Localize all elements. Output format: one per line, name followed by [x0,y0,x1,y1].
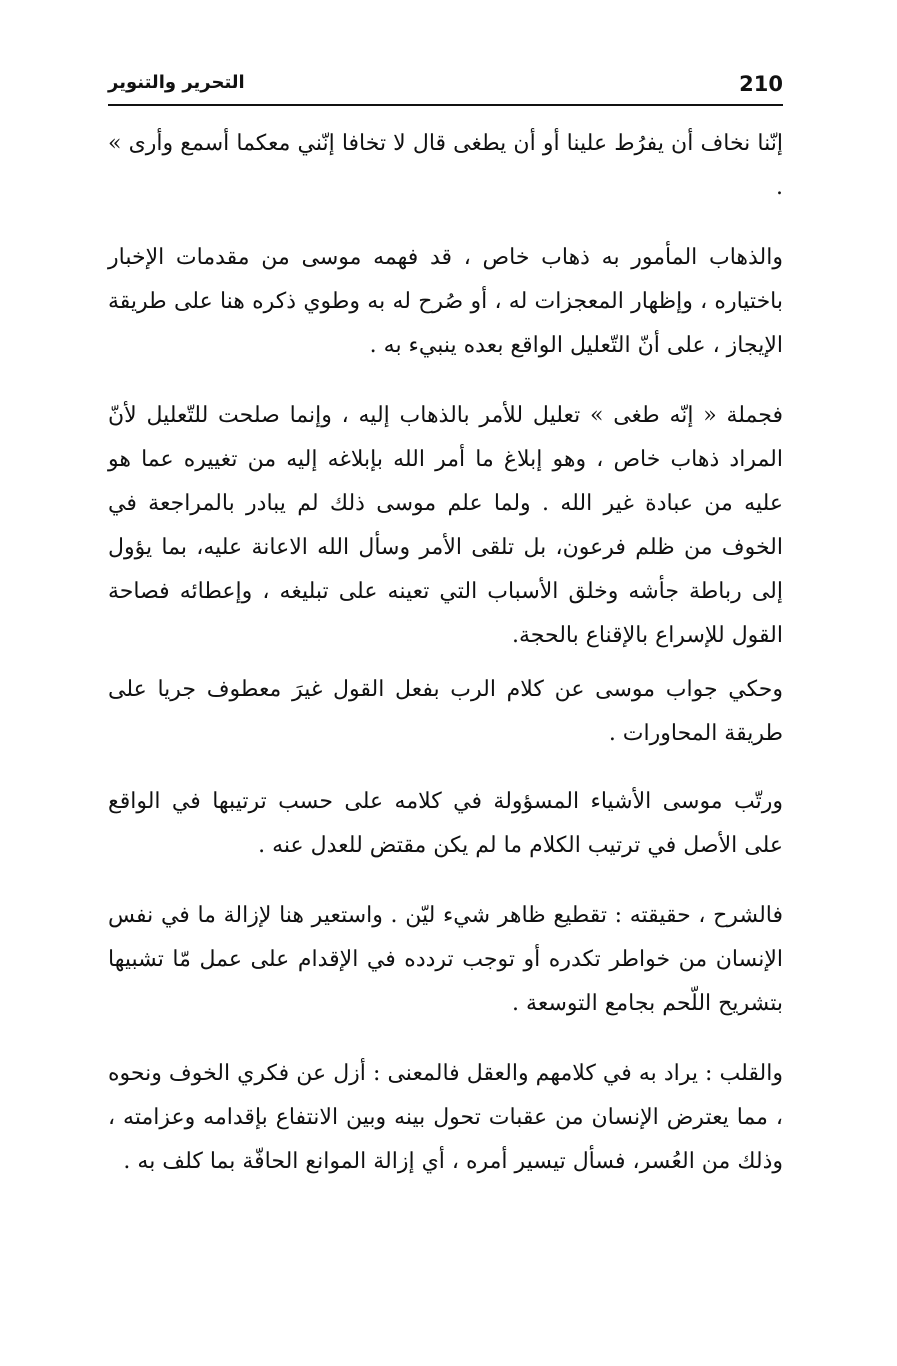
paragraph: والذهاب المأمور به ذهاب خاص ، قد فهمه موسى من مقدمات الإخبار باختياره ، وإظهار المعجزات له ، أو صُرح له به وطوي ذكره هنا على طريقة الإيجاز ، على أنّ التّعليل الواقع بعده ينبيء به . [108,245,783,358]
paragraph: وحكي جواب موسى عن كلام الرب بفعل القول غيرَ معطوف جريا على طريقة المحاورات . [108,677,783,746]
paragraph: فالشرح ، حقيقته : تقطيع ظاهر شيء ليّن . واستعير هنا لإزالة ما في نفس الإنسان من خواطر تكدره أو توجب تردده في الإقدام على عمل مّا تشبيها بتشريح اللّحم بجامع التوسعة . [108,903,783,1016]
paragraph: ورتّب موسى الأشياء المسؤولة في كلامه على حسب ترتيبها في الواقع على الأصل في ترتيب الكلام ما لم يكن مقتض للعدل عنه . [108,789,783,858]
body-text [108,122,783,1184]
paragraph: إنّنا نخاف أن يفرُط علينا أو أن يطغى قال لا تخافا إنّني معكما أسمع وأرى » . [108,131,783,200]
page-number: 210 [739,72,783,96]
paragraph: والقلب : يراد به في كلامهم والعقل فالمعنى : أزل عن فكري الخوف ونحوه ، مما يعترض الإنسان من عقبات تحول بينه وبين الانتفاع بإقدامه وعزامته ، وذلك من العُسر، فسأل تيسير أمره ، أي إزالة الموانع الحافّة بما كلف به . [108,1061,783,1174]
page-header [108,68,783,106]
running-title: التحرير والتنوير [108,72,245,93]
paragraph: فجملة « إنّه طغى » تعليل للأمر بالذهاب إليه ، وإنما صلحت للتّعليل لأنّ المراد ذهاب خاص ، وهو إبلاغ ما أمر الله بإبلاغه إليه من تغييره عما هو عليه من عبادة غير الله . ولما علم موسى ذلك لم يبادر بالمراجعة في الخوف من ظلم فرعون، بل تلقى الأمر وسأل الله الاعانة عليه، بما يؤول إلى رباطة جأشه وخلق الأسباب التي تعينه على تبليغه ، وإعطائه فصاحة القول للإسراع بالإقناع بالحجة. [108,403,783,648]
